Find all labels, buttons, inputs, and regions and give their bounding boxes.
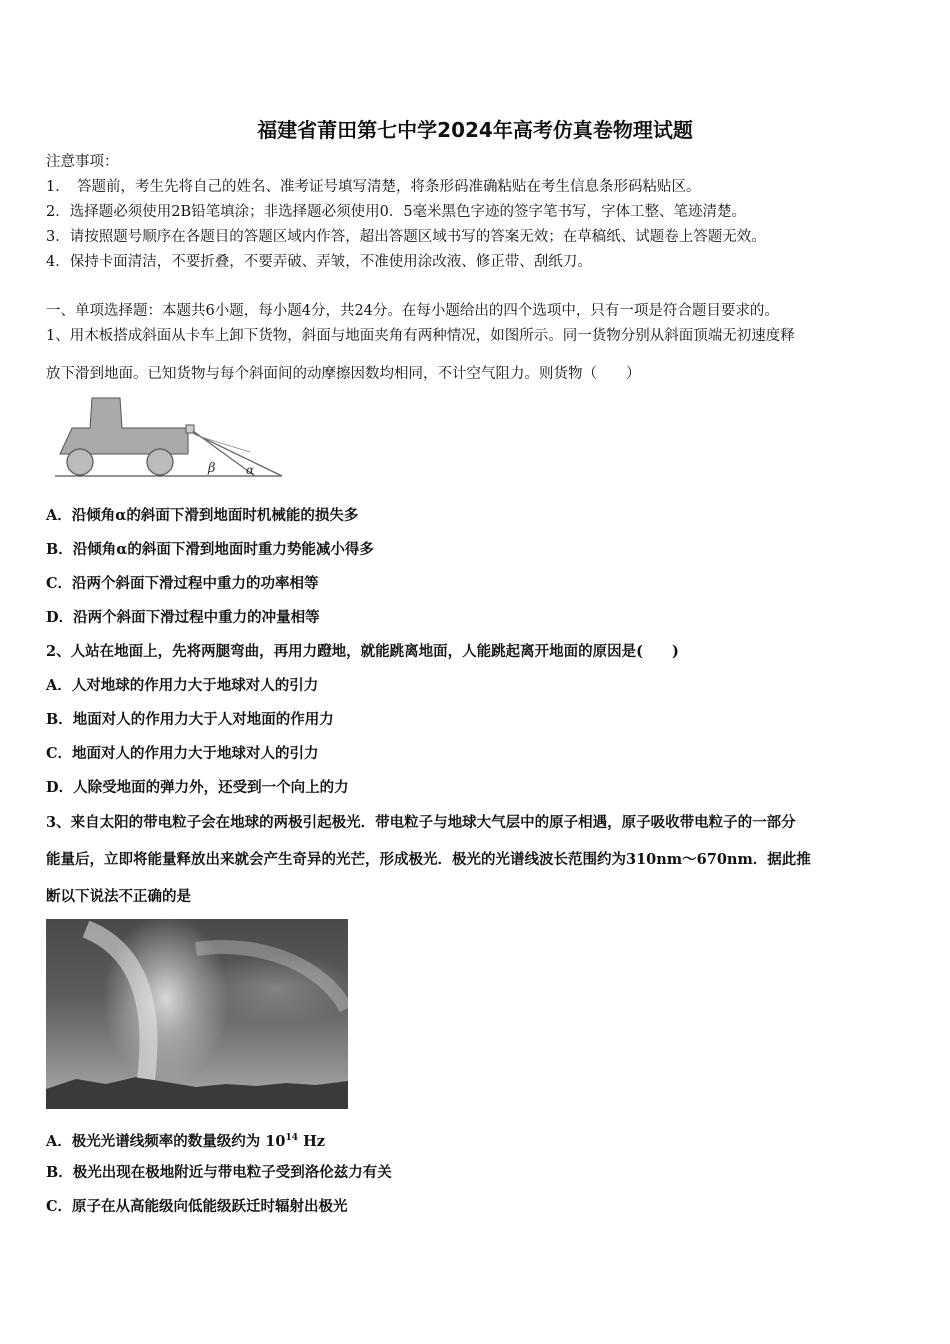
truck-ramp-figure — [50, 392, 290, 484]
question-stem: 3、来自太阳的带电粒子会在地球的两极引起极光．带电粒子与地球大气层中的原子相遇，原子吸收带电粒子的一部分 — [46, 814, 796, 831]
aurora-photo — [46, 919, 348, 1109]
exponent: 14 — [285, 1133, 299, 1143]
notice-item: 1． 答题前，考生先将自己的姓名、准考证号填写清楚，将条形码准确粘贴在考生信息条形码粘贴区。 — [46, 179, 701, 195]
notice-heading: 注意事项： — [46, 154, 119, 170]
option-a — [46, 1128, 325, 1152]
option-c: C．地面对人的作用力大于地球对人的引力 — [46, 745, 319, 762]
option-d: D．人除受地面的弹力外，还受到一个向上的力 — [46, 779, 349, 796]
option-b: B．极光出现在极地附近与带电粒子受到洛伦兹力有关 — [46, 1164, 392, 1181]
option-a-text: A．极光光谱线频率的数量级约为 10 — [46, 1132, 286, 1150]
beta-label: β — [208, 461, 216, 476]
question-stem: 1、用木板搭成斜面从卡车上卸下货物，斜面与地面夹角有两种情况，如图所示。同一货物分别从斜面顶端无初速度释 — [46, 328, 795, 344]
option-c: C．原子在从高能级向低能级跃迁时辐射出极光 — [46, 1198, 348, 1215]
notice-item: 3．请按照题号顺序在各题目的答题区域内作答，超出答题区域书写的答案无效；在草稿纸、试题卷上答题无效。 — [46, 229, 766, 245]
section-heading: 一、单项选择题：本题共6小题，每小题4分，共24分。在每小题给出的四个选项中，只有一项是符合题目要求的。 — [46, 303, 779, 319]
question-stem: 断以下说法不正确的是 — [46, 888, 191, 905]
page-title: 福建省莆田第七中学2024年高考仿真卷物理试题 — [257, 118, 693, 142]
option-a: A．人对地球的作用力大于地球对人的引力 — [46, 677, 319, 694]
notice-item: 4．保持卡面清洁，不要折叠，不要弄破、弄皱，不准使用涂改液、修正带、刮纸刀。 — [46, 254, 592, 270]
option-d: D．沿两个斜面下滑过程中重力的冲量相等 — [46, 609, 320, 626]
option-c: C．沿两个斜面下滑过程中重力的功率相等 — [46, 575, 319, 592]
notice-item: 2．选择题必须使用2B铅笔填涂；非选择题必须使用0．5毫米黑色字迹的签字笔书写，字体工整、笔迹清楚。 — [46, 204, 747, 220]
option-a: A．沿倾角α的斜面下滑到地面时机械能的损失多 — [46, 507, 359, 524]
option-a-unit: Hz — [298, 1132, 325, 1150]
question-stem: 能量后，立即将能量释放出来就会产生奇异的光芒，形成极光．极光的光谱线波长范围约为310nm～670nm．据此推 — [46, 851, 811, 868]
question-stem: 放下滑到地面。已知货物与每个斜面间的动摩擦因数均相同，不计空气阻力。则货物（ ） — [46, 366, 641, 382]
question-stem: 2、人站在地面上，先将两腿弯曲，再用力蹬地，就能跳离地面，人能跳起离开地面的原因是( ) — [46, 643, 679, 660]
option-b: B．地面对人的作用力大于人对地面的作用力 — [46, 711, 334, 728]
alpha-label: α — [246, 463, 255, 477]
option-b: B．沿倾角α的斜面下滑到地面时重力势能减小得多 — [46, 541, 374, 558]
